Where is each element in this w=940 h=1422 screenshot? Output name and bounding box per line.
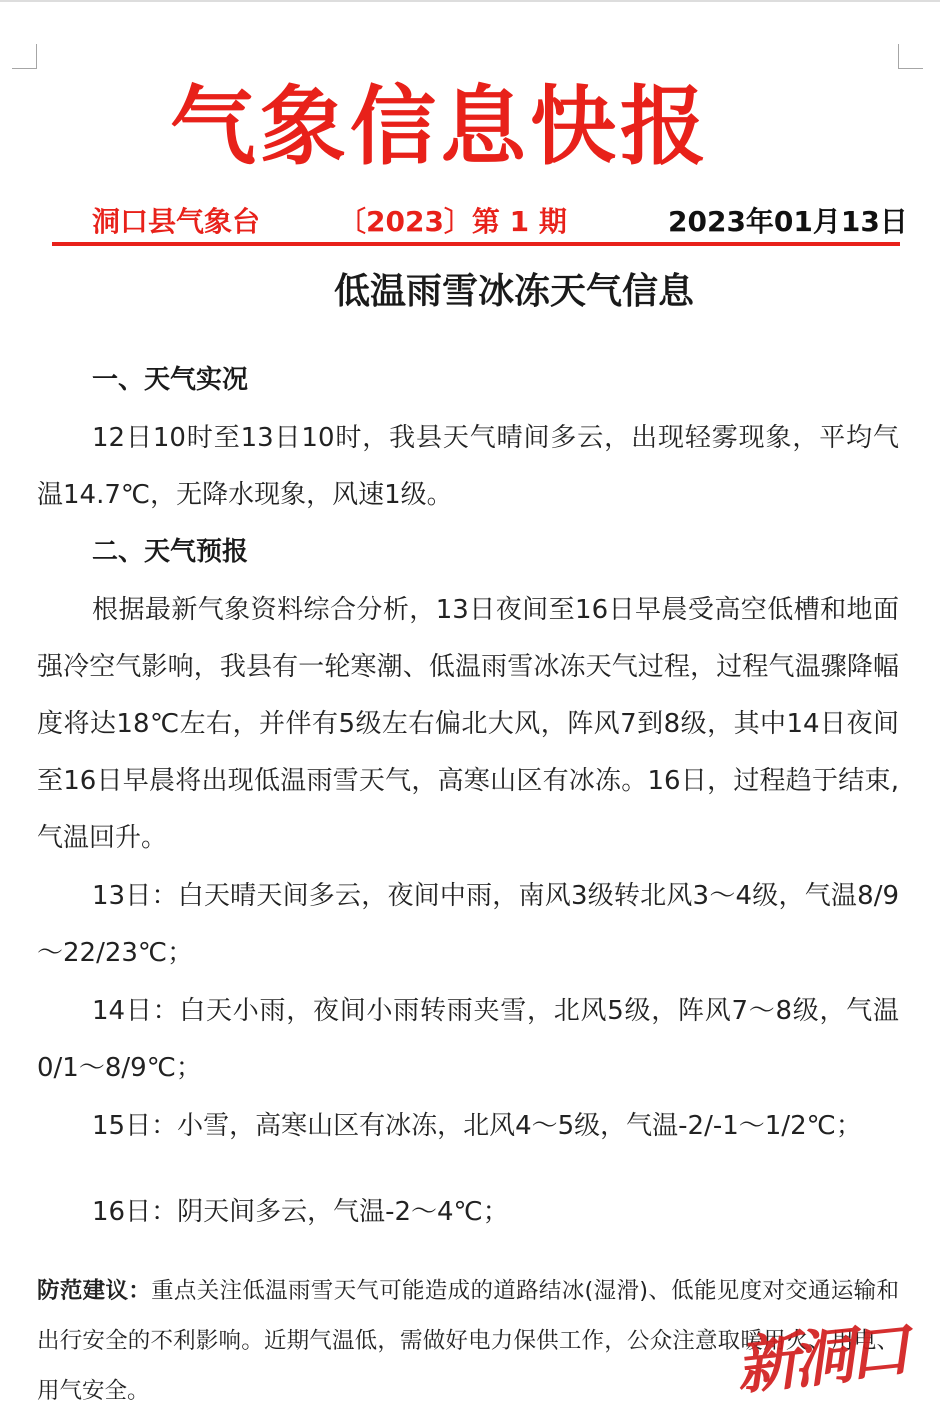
section-heading-observations: 一、天气实况 — [92, 365, 249, 395]
issue-number: 〔2023〕第 1 期 — [338, 205, 567, 238]
forecast-summary-paragraph: 根据最新气象资料综合分析，13日夜间至16日早晨受高空低槽和地面强冷空气影响，我县有一轮寒潮、低温雨雪冰冻天气过程，过程气温骤降幅度将达18℃左右，并伴有5级左右偏北大风，阵风7到8级，其中14日夜间至16日早晨将出现低温雨雪天气，高寒山区有冰冻。16日，过程趋于结束,气温回升。 — [37, 595, 899, 853]
masthead-title: 气象信息快报 — [170, 77, 710, 177]
advice-label: 防范建议： — [37, 1278, 152, 1304]
crop-mark-top-right — [898, 44, 923, 69]
advice-text: 重点关注低温雨雪天气可能造成的道路结冰(湿滑)、低能见度对交通运输和出行安全的不利影响。近期气温低，需做好电力保供工作，公众注意取暖用火、用电、用气安全。 — [37, 1278, 899, 1404]
section-heading-forecast: 二、天气预报 — [92, 537, 249, 567]
document-title: 低温雨雪冰冻天气信息 — [333, 271, 694, 312]
forecast-day-14: 14日：白天小雨，夜间小雨转雨夹雪，北风5级，阵风7～8级，气温0/1～8/9℃； — [37, 996, 899, 1083]
forecast-day-13: 13日：白天晴天间多云，夜间中雨，南风3级转北风3～4级，气温8/9～22/23℃； — [37, 881, 899, 968]
page-top-edge — [0, 0, 940, 2]
watermark-logo: 新洞口 — [732, 1313, 908, 1404]
observations-paragraph: 12日10时至13日10时，我县天气晴间多云，出现轻雾现象，平均气温14.7℃，无降水现象，风速1级。 — [37, 423, 899, 510]
forecast-day-15: 15日：小雪，高寒山区有冰冻，北风4～5级，气温-2/-1～1/2℃； — [92, 1111, 862, 1141]
issuer-name: 洞口县气象台 — [92, 205, 261, 238]
red-divider — [52, 242, 900, 246]
forecast-day-16: 16日：阴天间多云，气温-2～4℃； — [92, 1197, 509, 1227]
crop-mark-top-left — [12, 44, 37, 69]
issue-date: 2023年01月13日 — [668, 205, 908, 238]
